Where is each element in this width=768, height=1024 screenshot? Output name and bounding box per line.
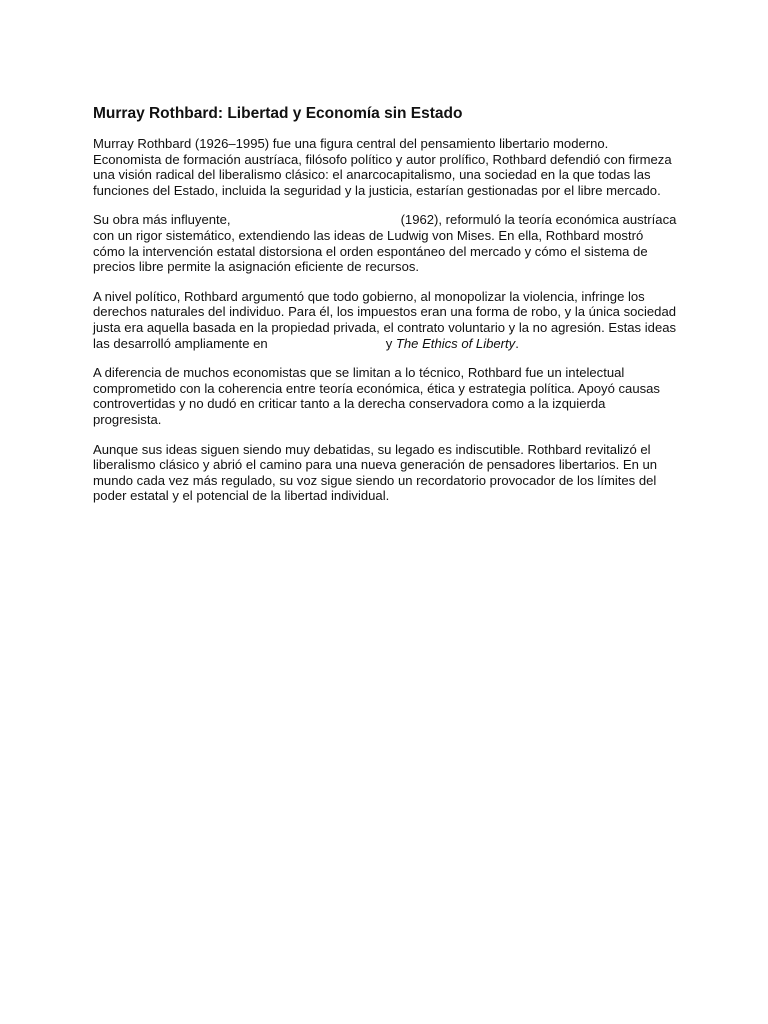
paragraph-politics	[93, 289, 677, 351]
paragraph-politics-conjunction: y	[385, 335, 393, 351]
document-page	[93, 104, 677, 518]
paragraph-politics-end: .	[515, 335, 519, 351]
paragraph-main-work-rest: (1962), reformuló la teoría económica austríaca con un rigor sistemático, extendiendo las ideas de Ludwig von Mises. En ella, Rothbard mostró cómo la intervención estatal distorsiona el orden espontáneo del mercado y cómo el sistema de precios libre permite la asignación eficiente de recursos.	[93, 212, 677, 275]
paragraph-intro: Murray Rothbard (1926–1995) fue una figura central del pensamiento libertario moderno. Economista de formación austríaca, filósofo político y autor prolífico, Rothbard defendió con firmeza una visión radical del liberalismo clásico: el anarcocapitalismo, una sociedad en la que todas las funciones del Estado, incluida la seguridad y la justicia, estarían gestionadas por el libre mercado.	[93, 136, 672, 198]
paragraph-legacy: Aunque sus ideas siguen siendo muy debatidas, su legado es indiscutible. Rothbard revitalizó el liberalismo clásico y abrió el camino para una nueva generación de pensadores libertarios. En un mundo cada vez más regulado, su voz sigue siendo un recordatorio provocador de los límites del poder estatal y el potencial de la libertad individual.	[93, 441, 658, 504]
book-title-ethics-of-liberty: The Ethics of Liberty	[395, 335, 516, 351]
paragraph-intellectual: A diferencia de muchos economistas que se limitan a lo técnico, Rothbard fue un intelectual comprometido con la coherencia entre teoría económica, ética y estrategia política. Apoyó causas controvertidas y no dudó en criticar tanto a la derecha conservadora como a la izquierda progresista.	[93, 365, 660, 427]
paragraph-main-work	[93, 212, 677, 274]
paragraph-politics-start: A nivel político, Rothbard argumentó que todo gobierno, al monopolizar la violencia, infringe los derechos naturales del individuo. Para él, los impuestos eran una forma de robo, y la única sociedad justa era aquella basada en la propiedad privada, el contrato voluntario y la no agresión. Estas ideas las desarrolló ampliamente en	[93, 288, 677, 351]
paragraph-main-work-start: Su obra más influyente,	[93, 212, 231, 228]
document-title: Murray Rothbard: Libertad y Economía sin Estado	[93, 105, 463, 122]
